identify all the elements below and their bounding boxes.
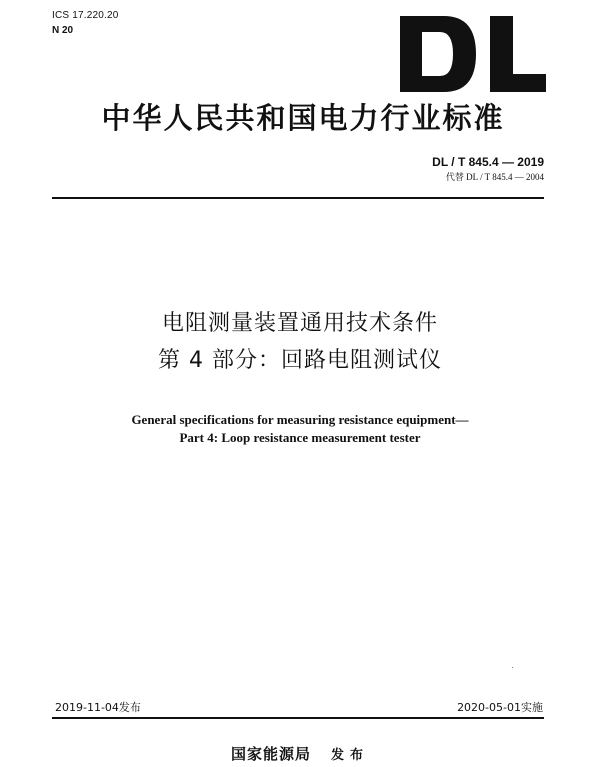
ccs-code: N 20 (52, 25, 74, 36)
top-divider (52, 197, 544, 199)
issuer-line (0, 744, 600, 766)
ics-code: ICS 17.220.20 (52, 10, 119, 21)
dl-logo-letter-l (490, 16, 546, 92)
chinese-title-line-1: 电阻测量装置通用技术条件 (161, 311, 438, 336)
standard-replaces: 代替 DL / T 845.4 — 2004 (445, 172, 544, 182)
implementation-date: 2020-05-01实施 (457, 701, 543, 714)
chinese-title-line-2: 第 4 部分：回路电阻测试仪 (158, 348, 442, 373)
issue-date: 2019-11-04发布 (55, 701, 141, 714)
issuer-name: 国家能源局 (230, 745, 311, 763)
standard-type-title: 中华人民共和国电力行业标准 (101, 101, 505, 135)
dl-logo (398, 14, 548, 94)
english-title-line-2: Part 4: Loop resistance measurement tester (179, 430, 421, 445)
bottom-divider (52, 717, 544, 719)
scan-speck (512, 667, 513, 668)
english-title-line-1: General specifications for measuring resistance equipment— (131, 412, 469, 427)
standard-number: DL / T 845.4 — 2019 (432, 155, 544, 169)
issuer-action: 发布 (331, 748, 370, 763)
dl-logo-letter-d (400, 16, 476, 92)
